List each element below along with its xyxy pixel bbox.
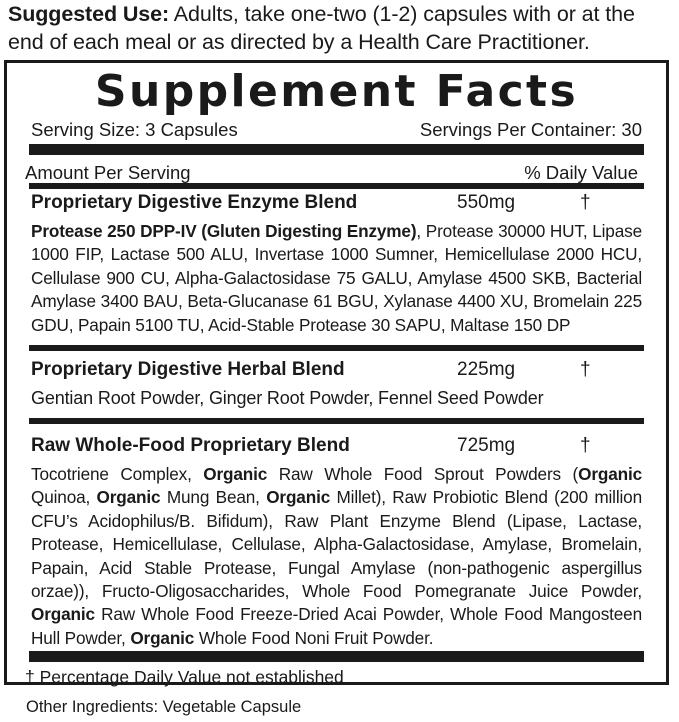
ingredient-segment: Mung Bean, <box>160 487 267 508</box>
divider-thick <box>29 651 644 662</box>
daily-value-header: % Daily Value <box>524 162 638 183</box>
blend-daily-value: † <box>580 435 591 456</box>
ingredient-organic: Organic <box>578 464 642 484</box>
blend-row-herbal <box>31 358 642 382</box>
other-ingredients: Other Ingredients: Vegetable Capsule <box>26 698 302 716</box>
divider-thick <box>29 144 644 155</box>
blend-name: Proprietary Digestive Enzyme Blend <box>31 192 358 213</box>
supplement-facts-panel <box>4 60 669 685</box>
serving-info-row <box>31 119 642 141</box>
ingredient-segment: Quinoa, <box>31 487 97 508</box>
blend-daily-value: † <box>580 192 591 213</box>
ingredient-organic: Organic <box>31 604 95 625</box>
panel-title: Supplement Facts <box>94 66 579 117</box>
ingredient-segment: Whole Food Noni Fruit Powder. <box>194 627 434 648</box>
blend-daily-value: † <box>580 359 591 380</box>
suggested-use <box>8 0 673 56</box>
blend-ingredients-raw-whole-food <box>31 463 642 650</box>
blend-row-raw-whole-food <box>31 434 642 458</box>
blend-amount: 725mg <box>457 435 516 456</box>
amount-per-serving-header: Amount Per Serving <box>25 162 191 183</box>
divider-medium <box>29 183 644 189</box>
blend-ingredients-enzyme <box>31 220 642 337</box>
suggested-use-text: Adults, take one-two (1-2) capsules with or at the end of each meal or as directed by a Health Care Practitioner. <box>8 2 635 54</box>
footnote: † Percentage Daily Value not established <box>25 667 344 687</box>
blend-ingredients-herbal: Gentian Root Powder, Ginger Root Powder, Fennel Seed Powder <box>31 388 544 408</box>
ingredient-segment: Millet), Raw Probiotic Blend (200 million CFU’s Acidophilus/B. Bifidum), Raw Plant Enzyme Blend (Lipase, Lactase, Protease, Hemicellulase, Cellulase, Alpha-Galactosidase, Amylase, Bromelain, Papain, Acid Stable Protease, Fungal Amylase (non-pathogenic aspergillus orzae)), Fructo-Oligosaccharides, Whole Food Pomegranate Juice Powder, <box>31 487 643 602</box>
ingredient-segment: Raw Whole Food Freeze-Dried Acai Powder, Whole Food Mangosteen Hull Powder, <box>31 604 642 648</box>
ingredient-bold-lead: Protease 250 DPP-IV (Gluten Digesting Enzyme) <box>31 221 417 241</box>
suggested-use-label: Suggested Use: <box>8 2 170 26</box>
divider-medium <box>29 345 644 351</box>
ingredient-organic: Organic <box>266 487 331 508</box>
ingredient-segment: Tocotriene Complex, <box>31 464 204 484</box>
ingredient-segment: Raw Whole Food Sprout Powders ( <box>267 464 579 484</box>
amount-header-row <box>25 162 638 184</box>
ingredient-list: , Protease 30000 HUT, Lipase 1000 FIP, Lactase 500 ALU, Invertase 1000 Sumner, Hemicellulase 2000 HCU, Cellulase 900 CU, Alpha-Galactosidase 75 GALU, Amylase 4500 SKB, Bacterial Amylase 3400 BAU, Beta-Glucanase 61 BGU, Xylanase 4400 XU, Bromelain 225 GDU, Papain 5100 TU, Acid-Stable Protease 30 SAPU, Maltase 150 DP <box>31 221 642 335</box>
blend-amount: 225mg <box>457 359 516 380</box>
blend-row-enzyme <box>31 191 642 215</box>
serving-size: Serving Size: 3 Capsules <box>31 119 238 140</box>
ingredient-organic: Organic <box>130 627 195 648</box>
ingredient-organic: Organic <box>203 464 268 484</box>
blend-name: Proprietary Digestive Herbal Blend <box>31 359 345 380</box>
divider-medium <box>29 418 644 424</box>
servings-per-container: Servings Per Container: 30 <box>419 119 642 140</box>
blend-amount: 550mg <box>457 192 516 213</box>
blend-name: Raw Whole-Food Proprietary Blend <box>31 435 350 456</box>
ingredient-organic: Organic <box>96 487 161 508</box>
